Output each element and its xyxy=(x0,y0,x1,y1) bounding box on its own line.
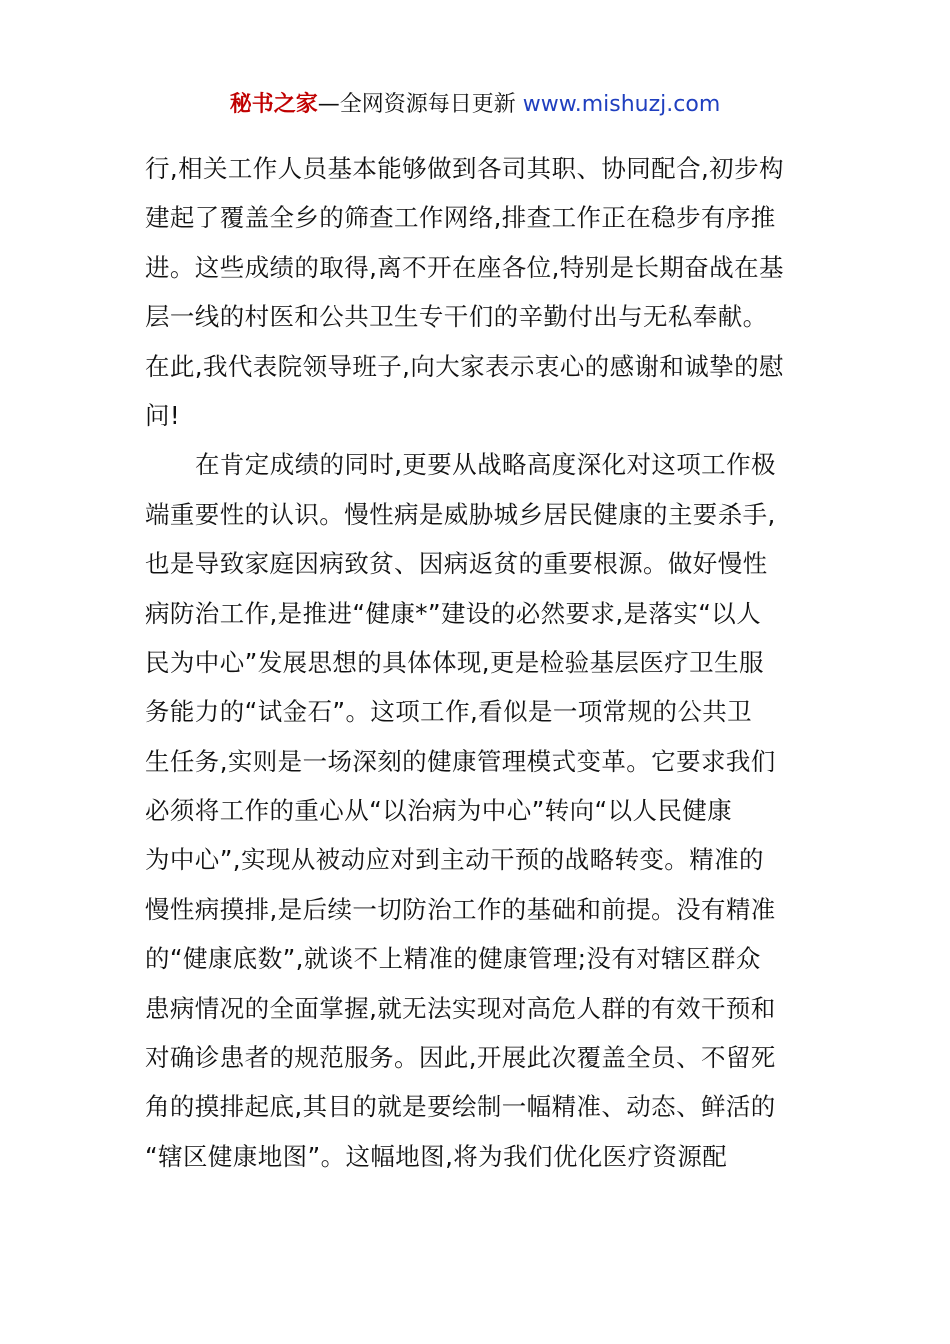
text-line: 角的摸排起底,其目的就是要绘制一幅精准、动态、鲜活的 xyxy=(145,1092,776,1122)
text-line: 在此,我代表院领导班子,向大家表示衷心的感谢和诚挚的慰 xyxy=(145,351,784,381)
text-line: 必须将工作的重心从“以治病为中心”转向“以人民健康 xyxy=(145,796,733,826)
text-line: 层一线的村医和公共卫生专干们的辛勤付出与无私奉献。 xyxy=(145,302,768,332)
text-line: 生任务,实则是一场深刻的健康管理模式变革。它要求我们 xyxy=(145,746,776,776)
text-line: 的“健康底数”,就谈不上精准的健康管理;没有对辖区群众 xyxy=(145,944,761,974)
header-tagline: —全网资源每日更新 xyxy=(317,92,516,117)
text-line: 建起了覆盖全乡的筛查工作网络,排查工作正在稳步有序推 xyxy=(145,203,776,233)
text-line: 进。这些成绩的取得,离不开在座各位,特别是长期奋战在基 xyxy=(145,252,784,282)
site-url-link[interactable]: www.mishuzj.com xyxy=(522,92,721,117)
text-line: 也是导致家庭因病致贫、因病返贫的重要根源。做好慢性 xyxy=(145,549,768,579)
document-body xyxy=(145,144,815,1181)
text-line: 慢性病摸排,是后续一切防治工作的基础和前提。没有精准 xyxy=(145,894,776,924)
text-line: 患病情况的全面掌握,就无法实现对高危人群的有效干预和 xyxy=(145,993,776,1023)
text-line: 民为中心”发展思想的具体体现,更是检验基层医疗卫生服 xyxy=(145,647,764,677)
text-line: 对确诊患者的规范服务。因此,开展此次覆盖全员、不留死 xyxy=(145,1043,776,1073)
text-line: 为中心”,实现从被动应对到主动干预的战略转变。精准的 xyxy=(145,845,764,875)
text-line: 端重要性的认识。慢性病是威胁城乡居民健康的主要杀手, xyxy=(145,499,776,529)
text-line: 务能力的“试金石”。这项工作,看似是一项常规的公共卫 xyxy=(145,697,753,727)
text-line: 病防治工作,是推进“健康*”建设的必然要求,是落实“以人 xyxy=(145,598,762,628)
text-line: 问! xyxy=(145,400,181,430)
paragraph-2 xyxy=(145,440,815,1181)
brand-name: 秘书之家 xyxy=(229,92,318,117)
text-line: 在肯定成绩的同时,更要从战略高度深化对这项工作极 xyxy=(195,450,776,480)
site-header xyxy=(0,88,950,122)
text-line: “辖区健康地图”。这幅地图,将为我们优化医疗资源配 xyxy=(145,1141,728,1171)
paragraph-1 xyxy=(145,144,815,440)
text-line: 行,相关工作人员基本能够做到各司其职、协同配合,初步构 xyxy=(145,154,784,183)
